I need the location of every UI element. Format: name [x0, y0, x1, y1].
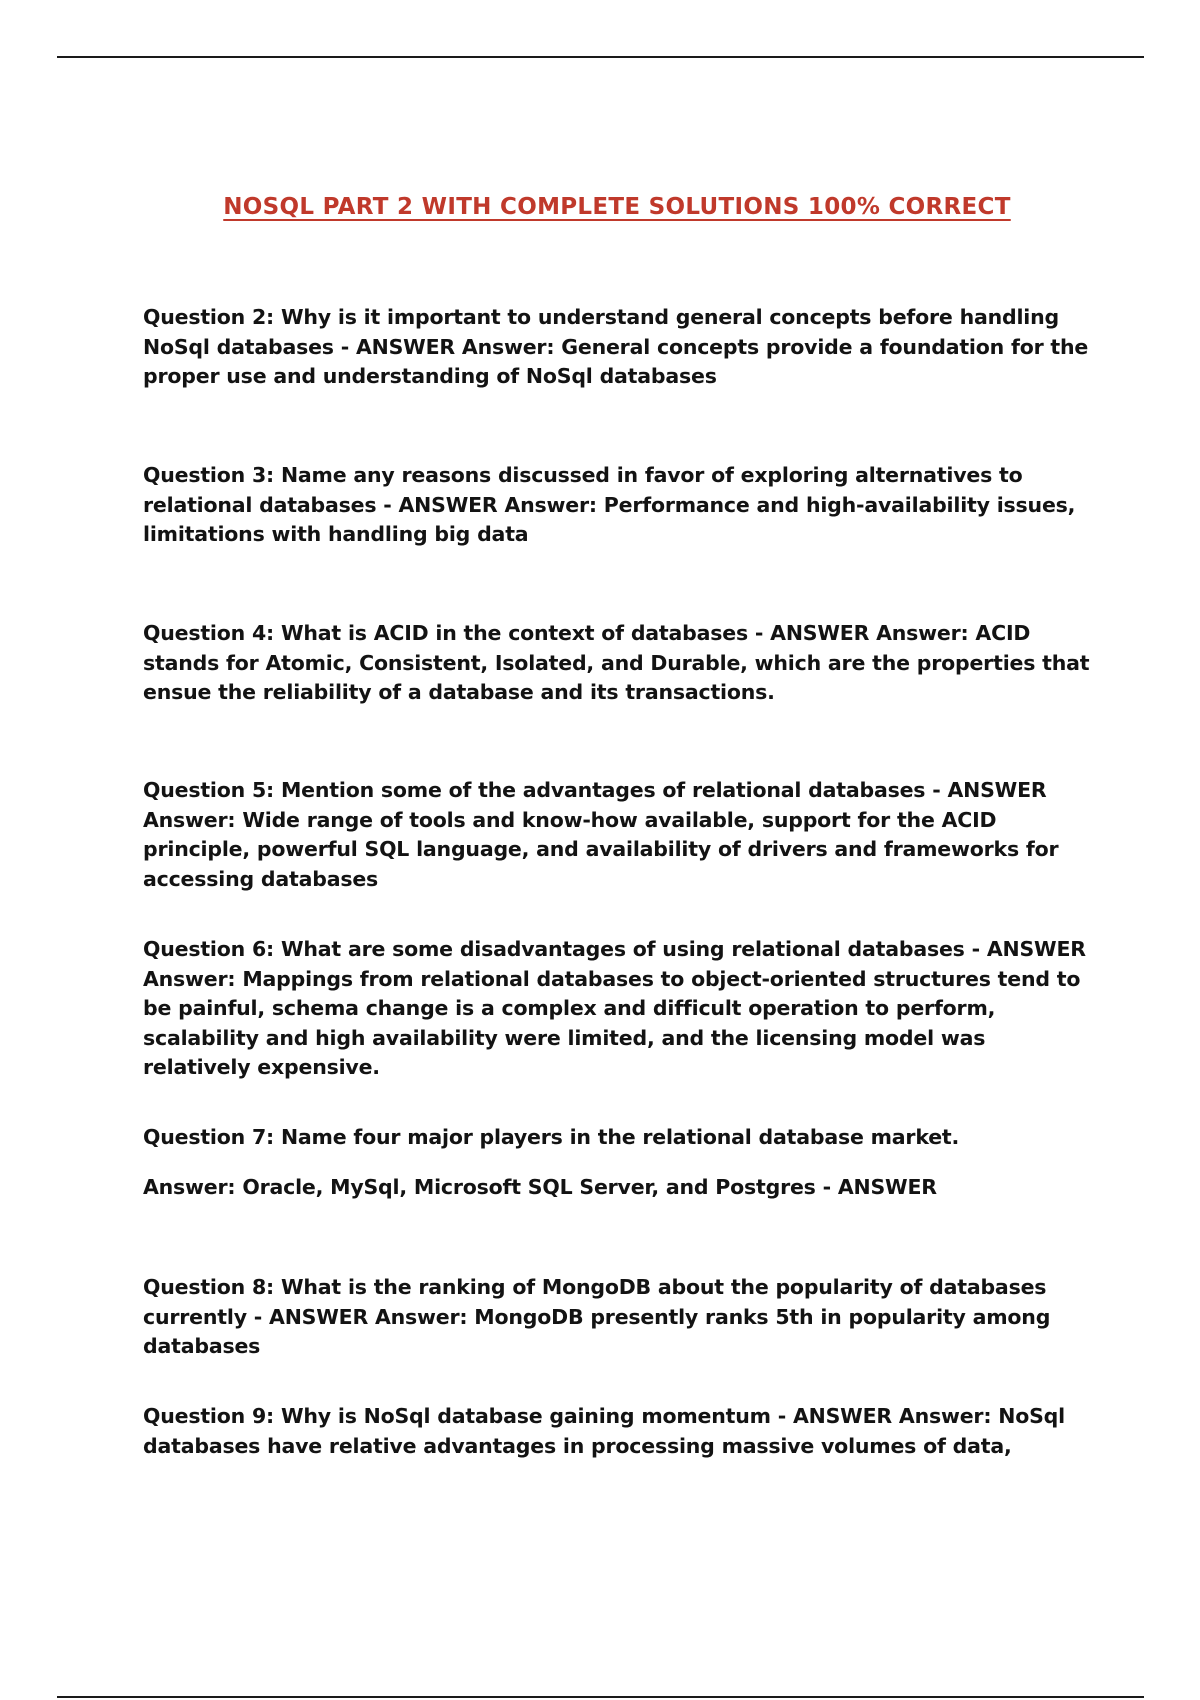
question-4: Question 4: What is ACID in the context of databases - ANSWER Answer: ACID stands for Atomic, Consistent, Isolated, and Durable, which are the properties that ensue the reliability of a database and its transactions. — [143, 621, 1090, 704]
top-rule — [57, 56, 1144, 58]
question-2: Question 2: Why is it important to understand general concepts before handling NoSql databases - ANSWER Answer: General concepts provide a foundation for the proper use and understanding of NoSql databases — [143, 305, 1089, 388]
question-6: Question 6: What are some disadvantages of using relational databases - ANSWER Answer: Mappings from relational databases to object-oriented structures tend to be painful, schema change is a complex and difficult operation to perform, scalability and high availability were limited, and the licensing model was relatively expensive. — [143, 937, 1086, 1079]
document-title: NOSQL PART 2 WITH COMPLETE SOLUTIONS 100% CORRECT — [223, 194, 1011, 220]
bottom-rule — [57, 1696, 1144, 1698]
question-9: Question 9: Why is NoSql database gaining momentum - ANSWER Answer: NoSql databases have relative advantages in processing massive volumes of data, — [143, 1404, 1065, 1458]
question-7-answer: Answer: Oracle, MySql, Microsoft SQL Server, and Postgres - ANSWER — [143, 1175, 937, 1199]
question-8: Question 8: What is the ranking of MongoDB about the popularity of databases currently - ANSWER Answer: MongoDB presently ranks 5th in popularity among databases — [143, 1275, 1051, 1358]
question-7: Question 7: Name four major players in the relational database market. — [143, 1125, 960, 1149]
question-5: Question 5: Mention some of the advantages of relational databases - ANSWER Answer: Wide range of tools and know-how available, support for the ACID principle, powerful SQL language, and availability of drivers and frameworks for accessing databases — [143, 778, 1059, 891]
question-3: Question 3: Name any reasons discussed in favor of exploring alternatives to relational databases - ANSWER Answer: Performance and high-availability issues, limitations with handling big data — [143, 463, 1076, 546]
